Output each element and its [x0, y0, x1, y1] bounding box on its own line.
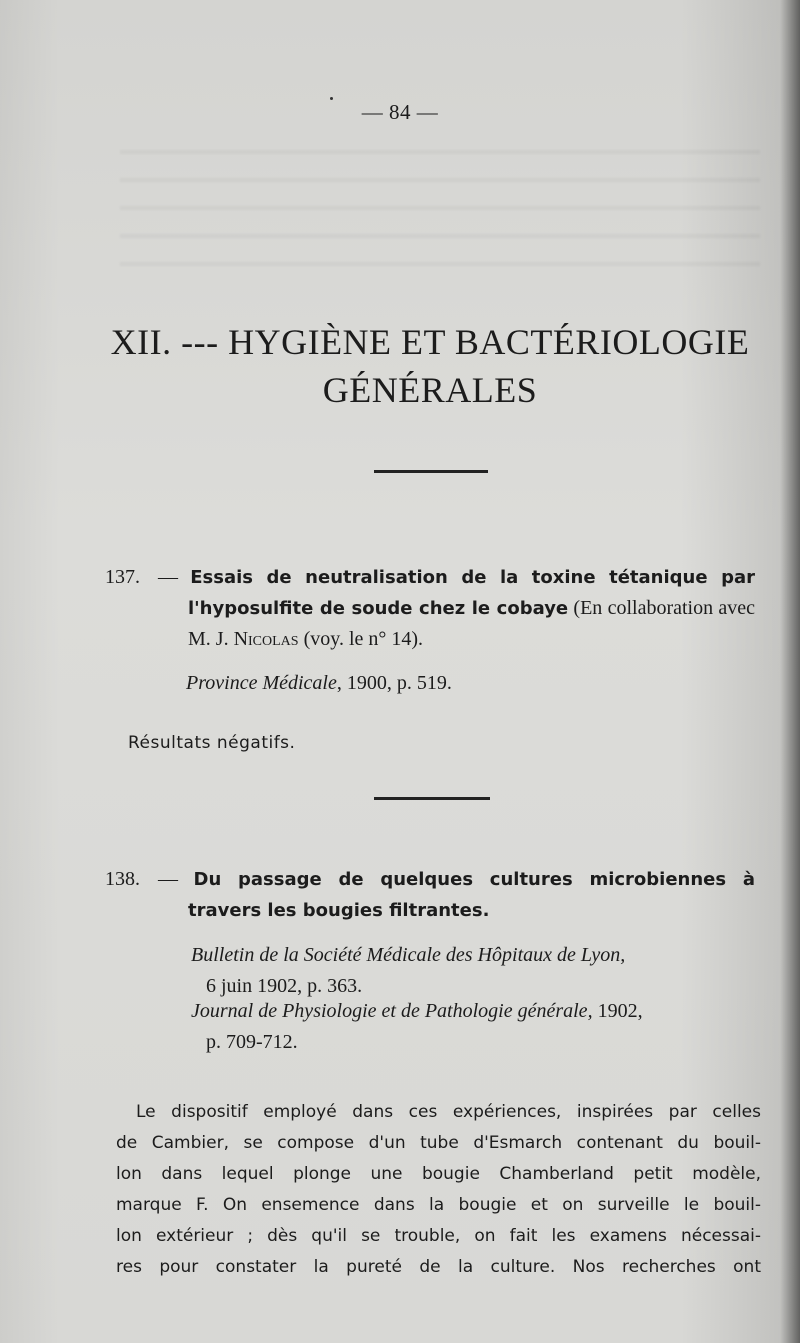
bibliography-entry-138: [105, 864, 755, 926]
entry-dash: —: [158, 566, 178, 588]
entry-result: Résultats négatifs.: [128, 733, 296, 753]
citation-source-line: [191, 996, 753, 1027]
citation-details: 6 juin 1902, p. 363.: [206, 975, 363, 997]
entry-title: Du passage de quelques cultures microbiennes à travers les bougies filtrantes.: [188, 869, 756, 921]
paragraph-line: res pour constater la pureté de la culture. Nos recherches ont: [116, 1257, 761, 1277]
page-number: — 84 —: [361, 100, 439, 124]
show-through-text: [120, 150, 760, 280]
entry-heading: [158, 562, 756, 655]
paragraph-line: lon extérieur ; dès qu'il se trouble, on fait les examens nécessai-: [116, 1226, 761, 1246]
section-divider: [374, 470, 488, 473]
citation: [191, 996, 753, 1058]
citation: [191, 940, 753, 1002]
entry-dash: —: [158, 868, 178, 890]
citation-source: Journal de Physiologie et de Pathologie générale,: [191, 1000, 593, 1022]
entry-note: (En collaboration avec M. J.: [188, 597, 756, 650]
citation-details: p. 709-712.: [206, 1031, 298, 1053]
chapter-title-line-1: XII. --- HYGIÈNE ET BACTÉRIOLOGIE: [110, 322, 750, 362]
entry-number: 137.: [105, 566, 140, 588]
citation-year: 1902,: [597, 1000, 643, 1022]
citation: [186, 668, 452, 699]
paragraph-line: marque F. On ensemence dans la bougie et on surveille le bouil-: [116, 1195, 761, 1215]
paragraph-line: lon dans lequel plonge une bougie Chamberland petit modèle,: [116, 1164, 761, 1184]
citation-details: , 1900, p. 519.: [336, 672, 452, 694]
bibliography-entry-137: [105, 562, 755, 655]
citation-source: Bulletin de la Société Médicale des Hôpitaux de Lyon,: [191, 944, 626, 966]
section-divider: [374, 797, 490, 800]
entry-heading: [158, 864, 756, 926]
entry-title: Essais de neutralisation de la toxine tétanique par l'hyposulfite de soude chez le cobaye: [188, 567, 755, 619]
paragraph-line: de Cambier, se compose d'un tube d'Esmarch contenant du bouil-: [116, 1133, 761, 1153]
entry-note-ref: (voy. le n° 14).: [303, 628, 424, 650]
coauthor-name: Nicolas: [233, 628, 299, 650]
body-paragraph: [116, 1097, 761, 1283]
citation-source: Province Médicale: [186, 672, 337, 694]
chapter-title-line-2: GÉNÉRALES: [322, 370, 538, 410]
chapter-title: [60, 318, 800, 414]
paragraph-line: Le dispositif employé dans ces expériences, inspirées par celles: [136, 1102, 761, 1122]
entry-number: 138.: [105, 868, 140, 890]
